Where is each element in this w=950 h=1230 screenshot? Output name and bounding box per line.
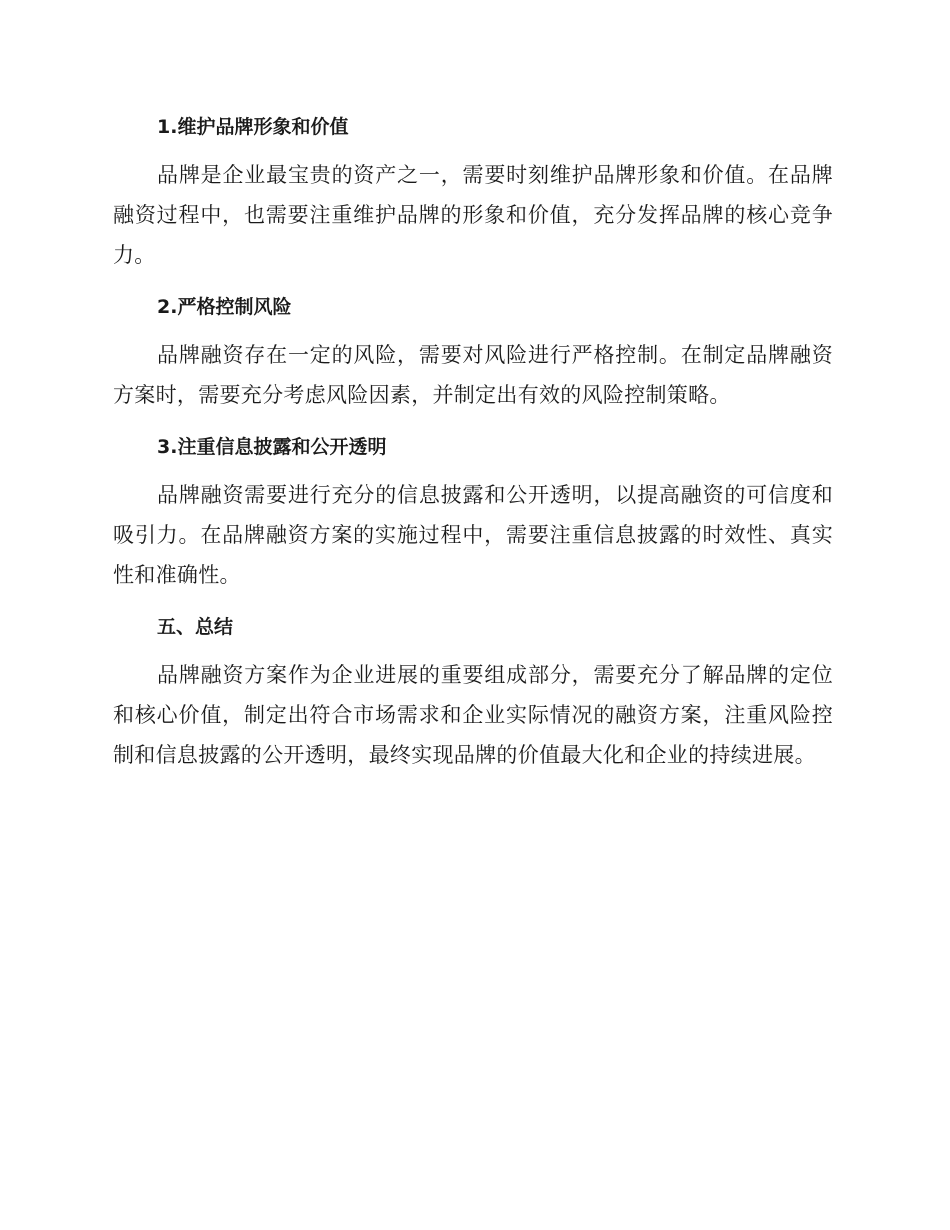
section-paragraph-disclosure: 品牌融资需要进行充分的信息披露和公开透明，以提高融资的可信度和吸引力。在品牌融资方案的实施过程中，需要注重信息披露的时效性、真实性和准确性。 (113, 483, 833, 587)
section-paragraph-risk-control: 品牌融资存在一定的风险，需要对风险进行严格控制。在制定品牌融资方案时，需要充分考虑风险因素，并制定出有效的风险控制策略。 (113, 343, 833, 407)
section-heading-summary: 五、总结 (157, 616, 234, 638)
section-paragraph-summary: 品牌融资方案作为企业进展的重要组成部分，需要充分了解品牌的定位和核心价值，制定出符合市场需求和企业实际情况的融资方案，注重风险控制和信息披露的公开透明，最终实现品牌的价值最大化和企业的持续进展。 (113, 663, 833, 767)
section-paragraph-brand-image: 品牌是企业最宝贵的资产之一，需要时刻维护品牌形象和价值。在品牌融资过程中，也需要注重维护品牌的形象和价值，充分发挥品牌的核心竞争力。 (113, 163, 833, 267)
document-body (113, 108, 833, 775)
section-heading-risk-control: 2.严格控制风险 (157, 296, 292, 318)
section-heading-brand-image: 1.维护品牌形象和价值 (157, 116, 349, 138)
section-heading-disclosure: 3.注重信息披露和公开透明 (157, 436, 387, 458)
